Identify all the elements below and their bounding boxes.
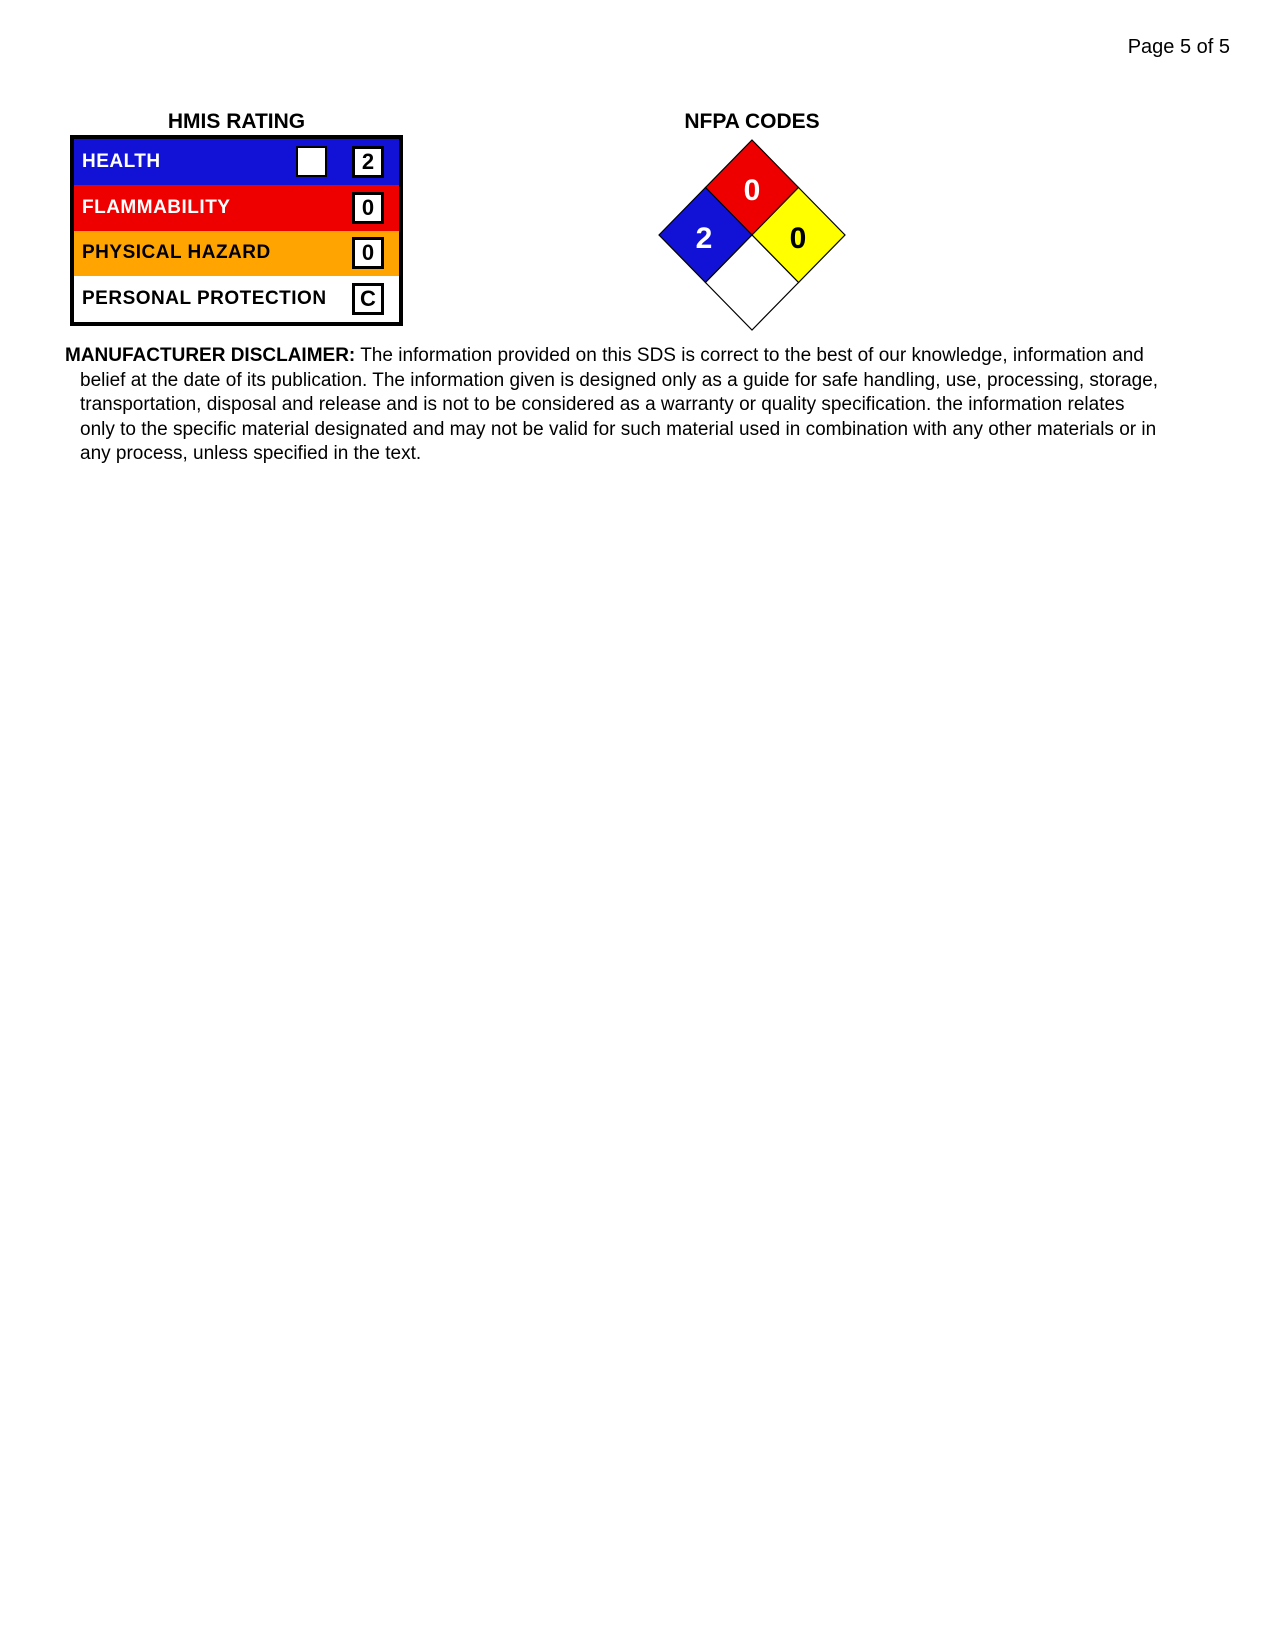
disclaimer-line <box>65 344 1265 369</box>
hmis-health-label: HEALTH <box>82 150 161 172</box>
hmis-row-personal-protection <box>74 276 399 322</box>
nfpa-codes-title: NFPA CODES <box>684 110 820 133</box>
nfpa-health-value: 2 <box>695 222 713 255</box>
hmis-physical-hazard-value: 0 <box>352 237 384 269</box>
nfpa-instability-value: 0 <box>789 222 807 255</box>
hmis-row-flammability <box>74 185 399 231</box>
disclaimer-line1-text: The information provided on this SDS is correct to the best of our knowledge, information and <box>360 345 1144 366</box>
hmis-personal-protection-value: C <box>352 283 384 315</box>
hmis-row-health <box>74 139 399 185</box>
hmis-flammability-value: 0 <box>352 192 384 224</box>
manufacturer-disclaimer <box>65 344 1265 467</box>
hmis-flammability-label: FLAMMABILITY <box>82 196 231 218</box>
hmis-health-blank-box <box>296 146 327 177</box>
hmis-health-value: 2 <box>352 146 384 178</box>
hmis-physical-hazard-label: PHYSICAL HAZARD <box>82 242 271 264</box>
disclaimer-line: only to the specific material designated and may not be valid for such material used in combination with any other materials or in <box>80 418 1157 440</box>
disclaimer-line: transportation, disposal and release and is not to be considered as a warranty or quality specification. the information relates <box>80 394 1125 415</box>
hmis-row-physical-hazard <box>74 231 399 277</box>
disclaimer-label: MANUFACTURER DISCLAIMER: <box>65 345 356 366</box>
page-number: Page 5 of 5 <box>1127 36 1230 58</box>
hmis-rating-title: HMIS RATING <box>167 110 306 133</box>
hmis-personal-protection-label: PERSONAL PROTECTION <box>82 288 327 310</box>
disclaimer-line: any process, unless specified in the text. <box>80 443 422 464</box>
nfpa-flammability-value: 0 <box>743 174 761 207</box>
nfpa-diamond <box>640 130 864 340</box>
disclaimer-line: belief at the date of its publication. The information given is designed only as a guide for safe handling, use, processing, storage, <box>80 369 1159 391</box>
hmis-rating-table <box>70 135 403 326</box>
